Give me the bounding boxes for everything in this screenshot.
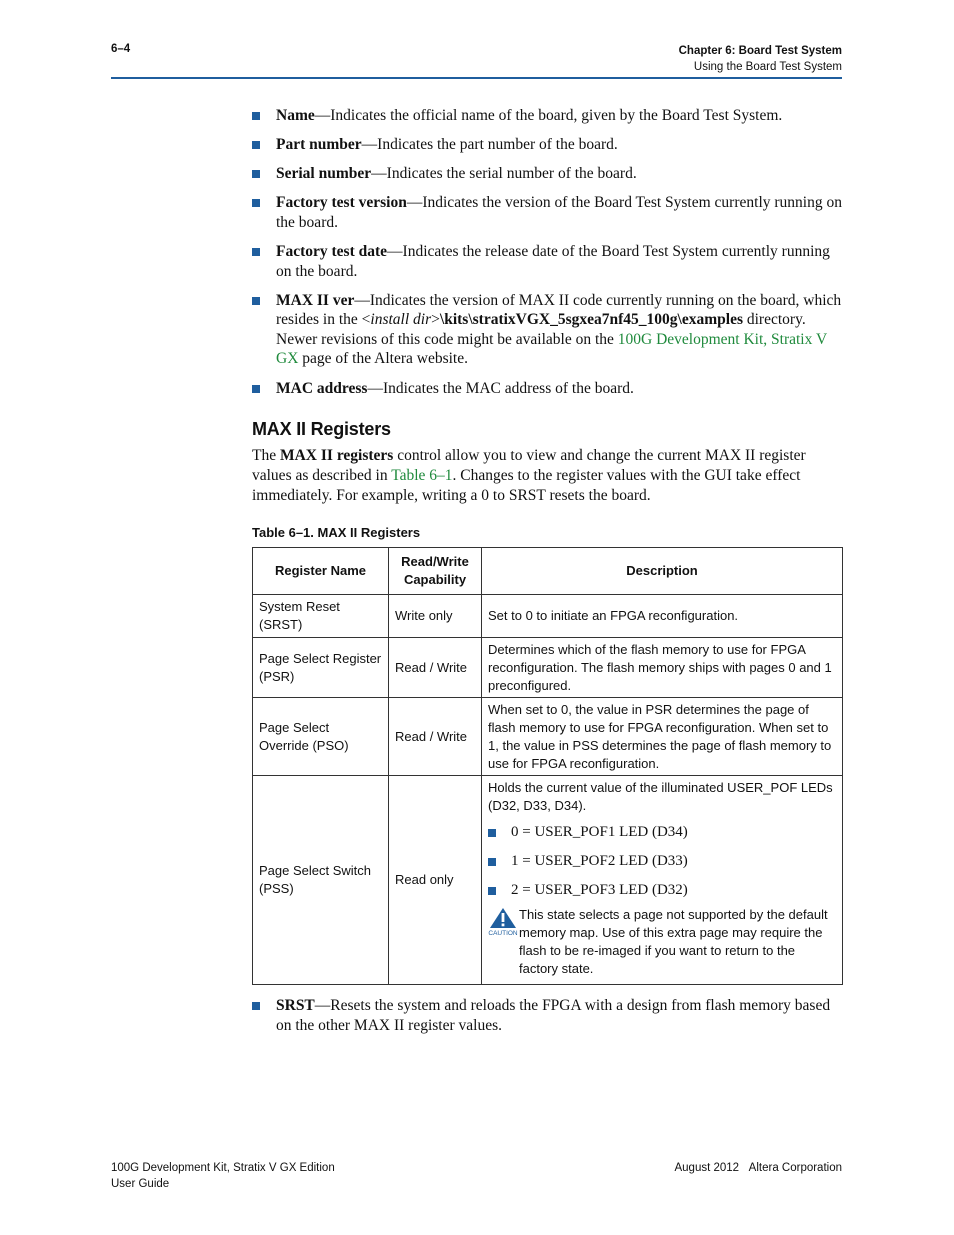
bullet-square-icon [488, 829, 496, 837]
table-link[interactable]: Table 6–1 [391, 466, 453, 484]
table-row [253, 638, 843, 698]
para-bold: MAX II registers [279, 447, 394, 464]
list-item [252, 135, 842, 155]
bullet-term: MAX II ver [276, 291, 355, 309]
description-text: Holds the current value of the illuminated USER_POF LEDs (D32, D33, D34). [488, 780, 833, 813]
register-name-cell: Page Select Register (PSR) [253, 638, 389, 698]
bullet-square-icon [252, 112, 260, 120]
field-bullet-list [252, 106, 842, 408]
bullet-text: —Indicates the official name of the board, given by the Board Test System. [314, 107, 783, 124]
list-item [252, 379, 842, 399]
bullet-square-icon [252, 385, 260, 393]
section-title-header: Using the Board Test System [693, 61, 842, 73]
para-text: The [252, 447, 280, 464]
description-cell: Determines which of the flash memory to use for FPGA reconfiguration. The flash memory ships with pages 0 and 1 preconfigured. [482, 638, 843, 698]
chapter-title: Chapter 6: Board Test System [678, 45, 842, 57]
caution-text: This state selects a page not supported by the default memory map. Use of this extra page may require the flash to be re-imaged if you want to return to the factory state. [519, 907, 828, 976]
bullet-square-icon [252, 248, 260, 256]
list-item [488, 881, 836, 900]
footer-date: August 2012 [674, 1162, 740, 1174]
registers-table [252, 547, 843, 985]
footer-left [111, 1160, 335, 1192]
list-item [252, 996, 842, 1035]
rw-cell: Write only [389, 595, 482, 638]
bullet-text: —Indicates the part number of the board. [361, 136, 618, 154]
running-header [679, 43, 842, 75]
bullet-text: > [431, 311, 440, 329]
bullet-text: —Indicates the serial number of the board. [371, 165, 637, 183]
table-row [253, 698, 843, 776]
footer-doc-subtitle: User Guide [111, 1178, 170, 1190]
bullet-square-icon [252, 1002, 260, 1010]
column-header: Register Name [253, 548, 389, 595]
bullet-text: page of the Altera website. [298, 350, 468, 368]
bullet-square-icon [252, 141, 260, 149]
bullet-text: —Indicates the version of MAX II code currently running on the board, which resides in the < [276, 291, 842, 329]
bullet-text: directory. Newer revisions of this code might be available on the [276, 311, 806, 348]
bullet-square-icon [488, 887, 496, 895]
bullet-term: MAC address [276, 379, 368, 397]
bullet-text: —Indicates the release date of the Board Test System currently running on the board. [276, 242, 830, 280]
rw-cell: Read / Write [389, 698, 482, 776]
list-item [252, 291, 842, 369]
pss-value: 0 = USER_POF1 LED (D34) [511, 824, 688, 840]
footer-company: Altera Corporation [748, 1162, 842, 1174]
table-row [253, 776, 843, 985]
register-name-cell: System Reset (SRST) [253, 595, 389, 638]
bullet-square-icon [252, 297, 260, 305]
section-heading: MAX II Registers [252, 419, 391, 439]
bullet-square-icon [488, 858, 496, 866]
list-item [252, 193, 842, 232]
rw-cell: Read only [389, 776, 482, 985]
footer-right [674, 1160, 842, 1176]
bullet-text: —Resets the system and reloads the FPGA with a design from flash memory based on the other MAX II register values. [276, 997, 831, 1034]
list-item [252, 106, 842, 126]
para-text: . Changes to the register values with the GUI take effect immediately. For example, writing a 0 to SRST resets the board. [252, 466, 801, 504]
column-header: Description [482, 548, 843, 595]
bullet-square-icon [252, 170, 260, 178]
list-item [488, 823, 836, 842]
bullet-square-icon [252, 199, 260, 207]
bullet-term: Serial number [276, 165, 372, 183]
kit-page-link[interactable]: 100G Development Kit, Stratix V GX [276, 330, 827, 368]
bullet-text: —Indicates the version of the Board Test System currently running on the board. [276, 194, 842, 231]
kit-path: \kits\stratixVGX_5sgxea7nf45_100g\examples [439, 311, 743, 329]
description-cell: Set to 0 to initiate an FPGA reconfiguration. [482, 595, 843, 638]
description-cell [482, 776, 843, 985]
caution-icon [488, 906, 518, 936]
description-cell: When set to 0, the value in PSR determines the page of flash memory to use for FPGA reconfiguration. When set to 1, the value in PSS determines the page of flash memory to use for FPGA reconfiguration. [482, 698, 843, 776]
caution-note [488, 906, 836, 978]
bullet-term: SRST [276, 997, 315, 1014]
install-dir-placeholder: install dir [370, 311, 432, 329]
para-text: control allow you to view and change the current MAX II register values as described in [252, 447, 806, 484]
bullet-term: Factory test version [276, 194, 407, 212]
page-number: 6–4 [111, 43, 131, 55]
rw-cell: Read / Write [389, 638, 482, 698]
bottom-bullet-list [252, 996, 842, 1045]
bullet-term: Name [276, 107, 315, 124]
section-paragraph [252, 446, 842, 505]
bullet-term: Part number [276, 136, 362, 154]
register-name-cell: Page Select Override (PSO) [253, 698, 389, 776]
table-caption: Table 6–1. MAX II Registers [252, 525, 421, 540]
pss-value: 2 = USER_POF3 LED (D32) [511, 882, 688, 898]
caution-icon-label: CAUTION [488, 930, 518, 936]
bullet-term: Factory test date [276, 242, 388, 260]
bullet-text: —Indicates the MAC address of the board. [367, 379, 634, 397]
list-item [252, 164, 842, 184]
column-header: Read/Write Capability [389, 548, 482, 595]
footer-doc-title: 100G Development Kit, Stratix V GX Edition [111, 1162, 335, 1174]
pss-value: 1 = USER_POF2 LED (D33) [511, 853, 688, 869]
table-header-row [253, 548, 843, 595]
list-item [252, 242, 842, 281]
table-row [253, 595, 843, 638]
header-rule [111, 77, 842, 79]
list-item [488, 852, 836, 871]
register-name-cell: Page Select Switch (PSS) [253, 776, 389, 985]
